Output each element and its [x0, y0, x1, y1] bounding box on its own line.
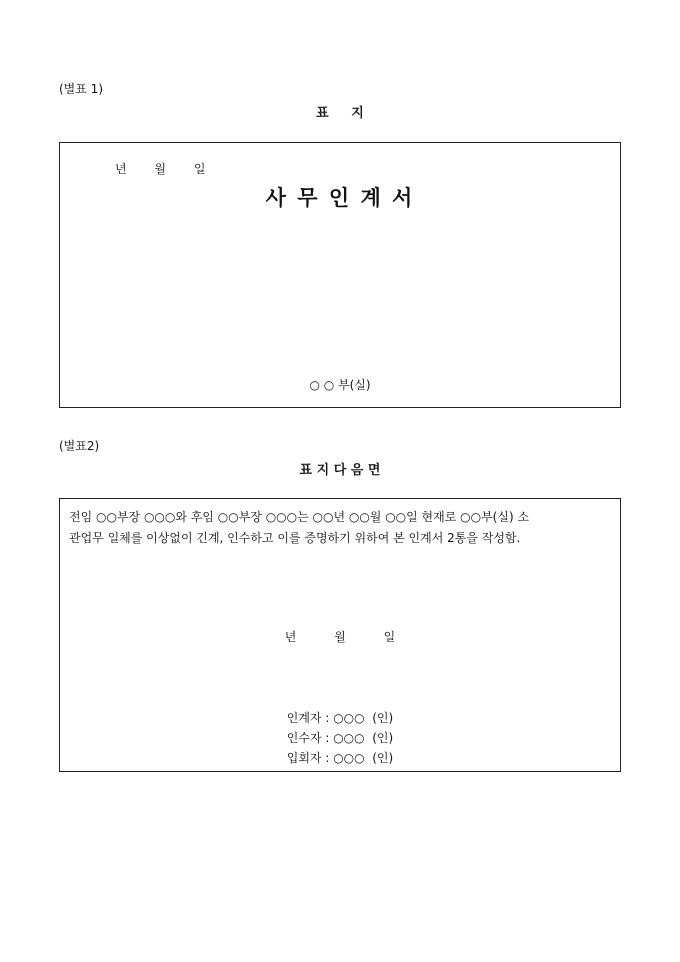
document-title: 사 무 인 계 서 — [265, 185, 415, 210]
cover-box — [59, 142, 621, 408]
signature-block — [60, 708, 620, 768]
cover-date-day: 일 — [193, 162, 206, 176]
handover-date — [60, 628, 620, 645]
next-page-box — [59, 498, 621, 772]
department-name: ○ ○ 부(실) — [309, 378, 371, 392]
appendix-2-label: (별표2) — [59, 439, 100, 453]
signature-receiver: 인수자 : ○○○ (인) — [286, 731, 394, 745]
cover-date-year: 년 — [115, 162, 127, 176]
handover-date-month: 월 — [334, 630, 346, 644]
signature-handover: 인계자 : ○○○ (인) — [286, 711, 394, 725]
cover-date-month: 월 — [154, 162, 167, 176]
next-page-heading: 표 지 다 음 면 — [299, 463, 381, 478]
handover-date-day: 일 — [383, 630, 396, 644]
appendix-1-label: (별표 1) — [59, 82, 103, 96]
cover-date — [115, 160, 229, 177]
cover-heading: 표 지 — [316, 106, 364, 121]
statement-line: 관업무 일체를 이상없이 긴계, 인수하고 이를 증명하기 위하여 본 인계서 2통을 작성함. — [69, 531, 521, 545]
handover-date-year: 년 — [284, 630, 297, 644]
signature-witness: 입회자 : ○○○ (인) — [286, 751, 394, 765]
handover-statement — [69, 507, 611, 549]
statement-line: 전임 ○○부장 ○○○와 후임 ○○부장 ○○○는 ○○년 ○○월 ○○일 현재로 ○○부(실) 소 — [69, 510, 530, 524]
